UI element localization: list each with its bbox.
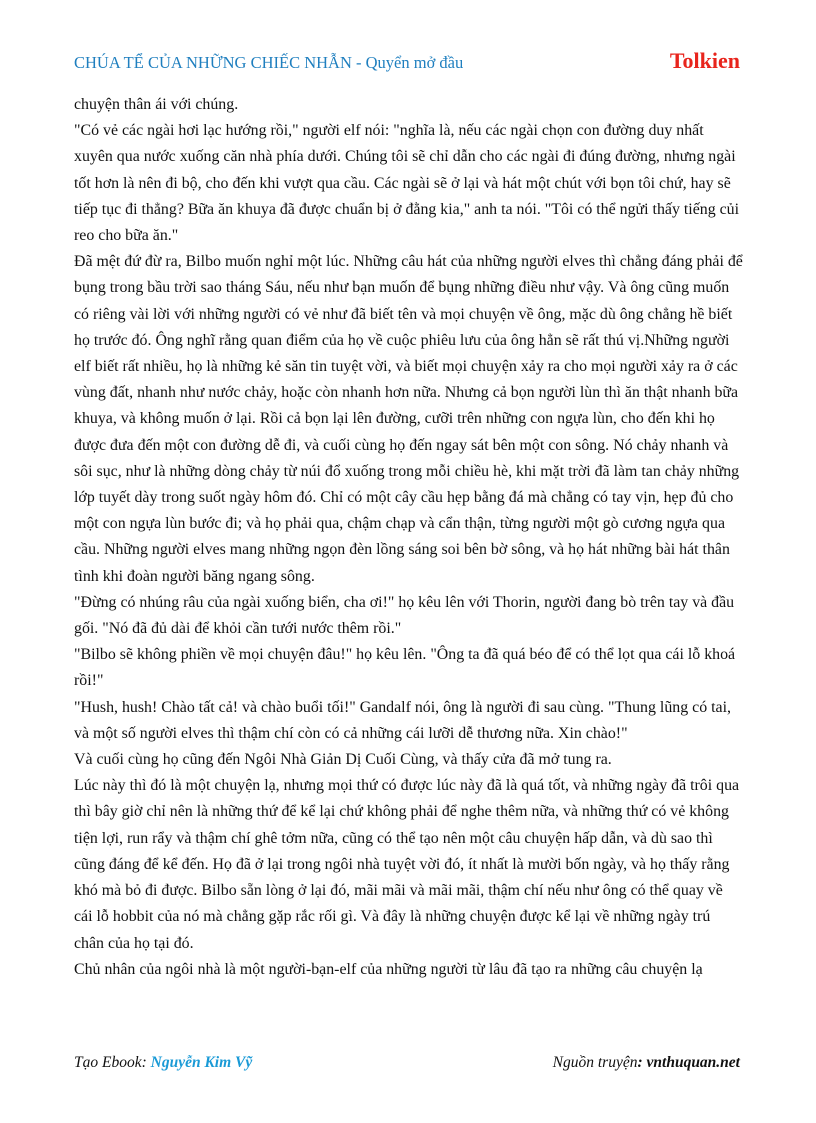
source-name: vnthuquan.net <box>646 1054 740 1071</box>
creator-name: Nguyễn Kim Vỹ <box>150 1054 253 1071</box>
paragraph: Lúc này thì đó là một chuyện lạ, nhưng mọi thứ có được lúc này đã là quá tốt, và những ngày đã trôi qua thì bây giờ chỉ nên là những thứ để kể lại chứ không phải để nghe thêm nữa, và những thứ có vẻ không tiện lợi, run rẩy và thậm chí ghê tởm nữa, cũng có thể tạo nên một câu chuyện hấp dẫn, và dù sao thì cũng đáng để kể đến. Họ đã ở lại trong ngôi nhà tuyệt vời đó, ít nhất là mười bốn ngày, và họ thấy rằng khó mà bỏ đi được. Bilbo sẵn lòng ở lại đó, mãi mãi và mãi mãi, thậm chí nếu như ông có thể quay về cái lỗ hobbit của nó mà chẳng gặp rắc rối gì. Và đây là những chuyện được kể lại về những ngày trú chân của họ tại đó. <box>74 777 740 952</box>
creator-separator: : <box>141 1054 151 1071</box>
paragraph: chuyện thân ái với chúng. <box>74 96 239 113</box>
paragraph: Đã mệt đứ đừ ra, Bilbo muốn nghỉ một lúc. Những câu hát của những người elves thì chẳng đáng phải để bụng trong bầu trời sao tháng Sáu, nếu như bạn muốn để bụng những điều như vậy. Và ông cũng muốn có riêng vài lời với những người có vẻ như đã biết tên và mọi chuyện về ông, mặc dù ông chẳng hề biết họ trước đó. Ông nghĩ rằng quan điểm của họ về cuộc phiêu lưu của ông hẳn sẽ rất thú vị.Những người elf biết rất nhiều, họ là những kẻ săn tin tuyệt vời, và biết mọi chuyện xảy ra cho mọi người xảy ra ở các vùng đất, nhanh như nước chảy, hoặc còn nhanh hơn nữa. Nhưng cả bọn người lùn thì ăn thật nhanh bữa khuya, và không muốn ở lại. Rồi cả bọn lại lên đường, cưỡi trên những con ngựa lùn, cho đến khi họ được đưa đến một con đường dễ đi, và cuối cùng họ đến ngay sát bên một con sông. Nó chảy nhanh và sôi sục, như là những dòng chảy từ núi đổ xuống trong mỗi chiều hè, khi mặt trời đã làm tan chảy những lớp tuyết dày trong suốt ngày hôm đó. Chỉ có một cây cầu hẹp bằng đá mà chẳng có tay vịn, hẹp đủ cho một con ngựa lùn bước đi; và họ phải qua, chậm chạp và cẩn thận, từng người một gò cương ngựa qua cầu. Những người elves mang những ngọn đèn lồng sáng soi bên bờ sông, và họ hát những bài hát thân tình khi đoàn người băng ngang sông. <box>74 253 743 585</box>
creator-label: Tạo Ebook <box>74 1054 142 1071</box>
source-separator: : <box>637 1054 647 1071</box>
ebook-creator <box>74 1054 252 1072</box>
paragraph: "Bilbo sẽ không phiền về mọi chuyện đâu!" họ kêu lên. "Ông ta đã quá béo để có thể lọt qua cái lỗ khoá rồi!" <box>74 646 736 690</box>
page-body <box>74 92 744 983</box>
story-source <box>553 1054 740 1072</box>
page-footer <box>74 1054 740 1078</box>
paragraph: "Đừng có nhúng râu của ngài xuống biển, cha ơi!" họ kêu lên với Thorin, người đang bò trên tay và đầu gối. "Nó đã đủ dài để khỏi cần tưới nước thêm rồi." <box>74 593 735 638</box>
paragraph: "Có vẻ các ngài hơi lạc hướng rồi," người elf nói: "nghĩa là, nếu các ngài chọn con đường duy nhất xuyên qua nước xuống căn nhà phía dưới. Chúng tôi sẽ chỉ dẫn cho các ngài đi đúng đường, nhưng ngài tốt hơn là nên đi bộ, cho đến khi vượt qua cầu. Các ngài sẽ ở lại và hát một chút với bọn tôi chứ, hay sẽ tiếp tục đi thẳng? Bữa ăn khuya đã được chuẩn bị ở đằng kia," anh ta nói. "Tôi có thể ngửi thấy tiếng củi reo cho bữa ăn." <box>74 122 740 245</box>
page-header <box>74 48 740 78</box>
paragraph: "Hush, hush! Chào tất cả! và chào buổi tối!" Gandalf nói, ông là người đi sau cùng. "Thung lũng có tai, và một số người elves thì thậm chí còn có cả những cái lưỡi dễ thương nữa. Xin chào!" <box>74 698 731 742</box>
paragraph: Chủ nhân của ngôi nhà là một người-bạn-elf của những người từ lâu đã tạo ra những câu chuyện lạ <box>74 960 703 978</box>
paragraph: Và cuối cùng họ cũng đến Ngôi Nhà Giản Dị Cuối Cùng, và thấy cửa đã mở tung ra. <box>74 751 612 769</box>
book-title: CHÚA TỂ CỦA NHỮNG CHIẾC NHẪN - Quyển mở đầu <box>74 53 464 72</box>
source-label: Nguồn truyện <box>552 1054 638 1071</box>
author-name: Tolkien <box>669 48 740 73</box>
